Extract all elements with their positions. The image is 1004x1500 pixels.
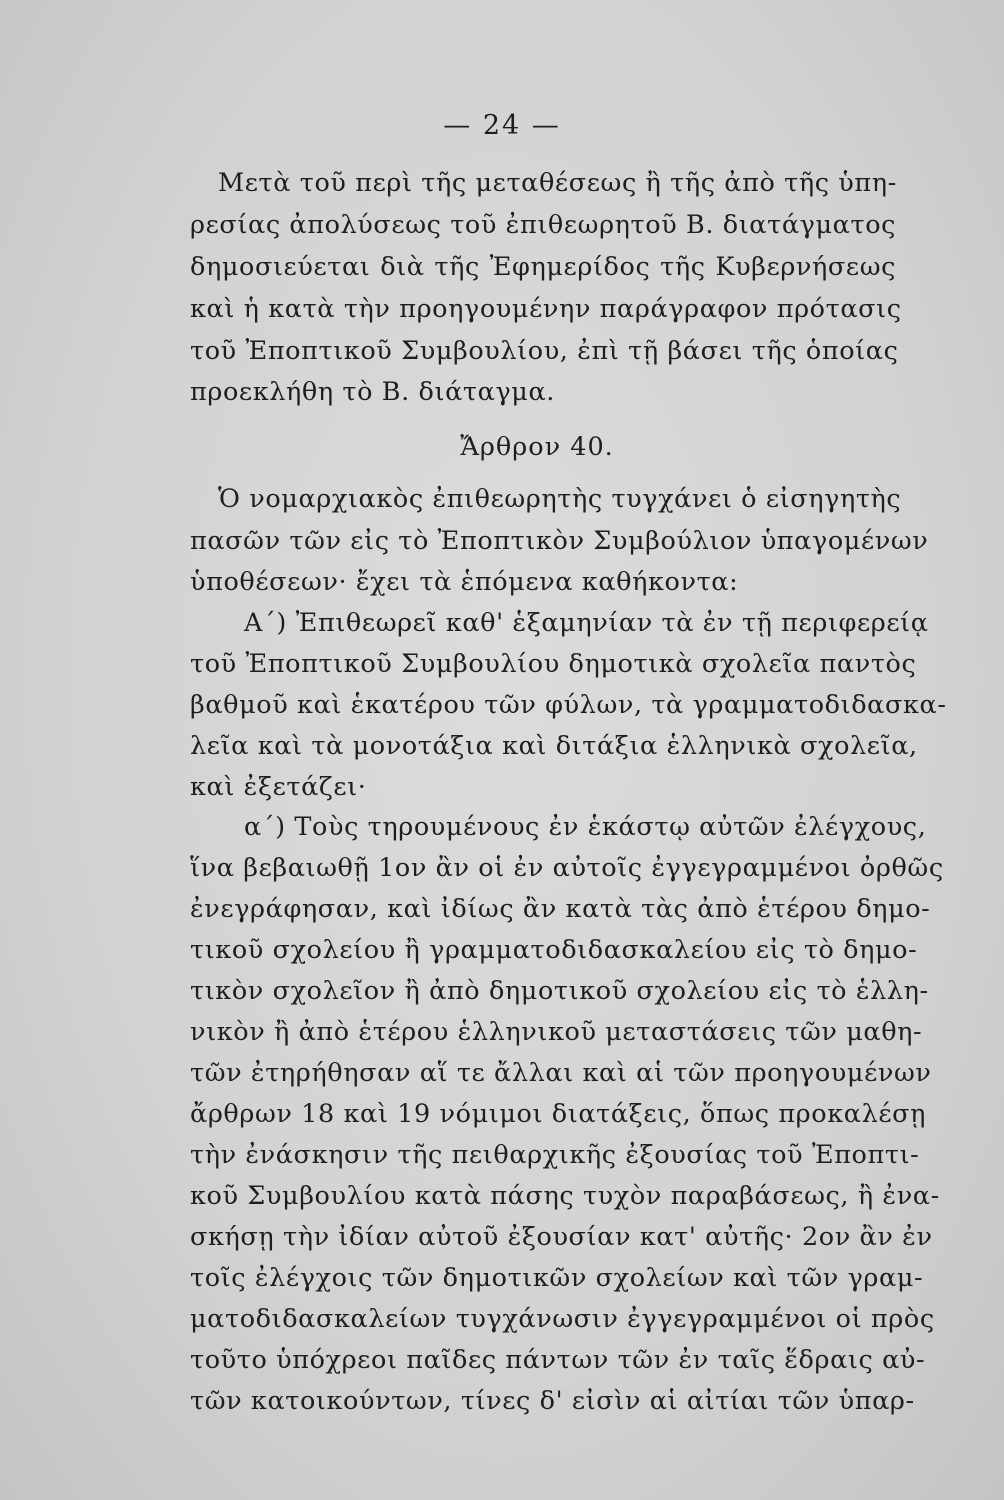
text-line: τικοῦ σχολείου ἢ γραμματοδιδασκαλείου εἰς τὸ δημο- <box>190 935 918 965</box>
text-line: λεῖα καὶ τὰ μονοτάξια καὶ διτάξια ἑλληνικὰ σχολεῖα, <box>190 731 918 761</box>
page-number: — 24 — <box>443 110 561 141</box>
section-a-line: Α΄) Ἐπιθεωρεῖ καθ' ἑξαμηνίαν τὰ ἐν τῇ περιφερείᾳ <box>244 608 929 638</box>
subsection-a-line: α΄) Τοὺς τηρουμένους ἐν ἑκάστῳ αὐτῶν ἐλέγχους, <box>244 812 927 842</box>
text-line: τοῦ Ἐποπτικοῦ Συμβουλίου, ἐπὶ τῇ βάσει τῆς ὁποίας <box>190 336 899 366</box>
text-line: ρεσίας ἀπολύσεως τοῦ ἐπιθεωρητοῦ Β. διατάγματος <box>190 210 897 240</box>
text-line: νικὸν ἢ ἀπὸ ἑτέρου ἑλληνικοῦ μεταστάσεις τῶν μαθη- <box>190 1017 923 1047</box>
text-line: ἵνα βεβαιωθῇ 1ον ἂν οἱ ἐν αὐτοῖς ἐγγεγραμμένοι ὀρθῶς <box>190 853 944 883</box>
text-line: καὶ ἐξετάζει· <box>190 772 367 802</box>
text-line: σκήσῃ τὴν ἰδίαν αὐτοῦ ἐξουσίαν κατ' αὐτῆς· 2ον ἂν ἐν <box>190 1222 933 1252</box>
text-line: καὶ ἡ κατὰ τὴν προηγουμένην παράγραφον πρότασις <box>190 294 902 324</box>
text-line: πασῶν τῶν εἰς τὸ Ἐποπτικὸν Συμβούλιον ὑπαγομένων <box>190 526 929 556</box>
text-line: προεκλήθη τὸ Β. διάταγμα. <box>190 377 555 407</box>
text-line: τοῖς ἐλέγχοις τῶν δημοτικῶν σχολείων καὶ τῶν γραμ- <box>190 1263 924 1293</box>
text-line: Ὁ νομαρχιακὸς ἐπιθεωρητὴς τυγχάνει ὁ εἰσηγητὴς <box>218 484 902 514</box>
text-line: τῶν κατοικούντων, τίνες δ' εἰσὶν αἱ αἰτίαι τῶν ὑπαρ- <box>190 1386 915 1416</box>
text-line: ἐνεγράφησαν, καὶ ἰδίως ἂν κατὰ τὰς ἀπὸ ἑτέρου δημο- <box>190 894 931 924</box>
text-line: τοῦτο ὑπόχρεοι παῖδες πάντων τῶν ἐν ταῖς ἕδραις αὐ- <box>190 1345 926 1375</box>
text-line: τὴν ἐνάσκησιν τῆς πειθαρχικῆς ἐξουσίας τοῦ Ἐποπτι- <box>190 1140 920 1170</box>
text-line: τῶν ἐτηρήθησαν αἵ τε ἄλλαι καὶ αἱ τῶν προηγουμένων <box>190 1058 932 1088</box>
text-line: ματοδιδασκαλείων τυγχάνωσιν ἐγγεγραμμένοι οἱ πρὸς <box>190 1304 935 1334</box>
text-line: τοῦ Ἐποπτικοῦ Συμβουλίου δημοτικὰ σχολεῖα παντὸς <box>190 649 917 679</box>
text-line: Μετὰ τοῦ περὶ τῆς μεταθέσεως ἢ τῆς ἀπὸ τῆς ὑπη- <box>218 168 897 198</box>
text-line: βαθμοῦ καὶ ἑκατέρου τῶν φύλων, τὰ γραμματοδιδασκα- <box>190 690 947 720</box>
text-line: δημοσιεύεται διὰ τῆς Ἐφημερίδος τῆς Κυβερνήσεως <box>190 252 896 282</box>
text-line: τικὸν σχολεῖον ἢ ἀπὸ δημοτικοῦ σχολείου εἰς τὸ ἑλλη- <box>190 976 929 1006</box>
text-line: κοῦ Συμβουλίου κατὰ πάσης τυχὸν παραβάσεως, ἢ ἐνα- <box>190 1181 940 1211</box>
text-line: ὑποθέσεων· ἔχει τὰ ἑπόμενα καθήκοντα: <box>190 567 739 597</box>
article-heading: Ἄρθρον 40. <box>460 432 614 462</box>
text-line: ἄρθρων 18 καὶ 19 νόμιμοι διατάξεις, ὅπως προκαλέσῃ <box>190 1099 927 1129</box>
